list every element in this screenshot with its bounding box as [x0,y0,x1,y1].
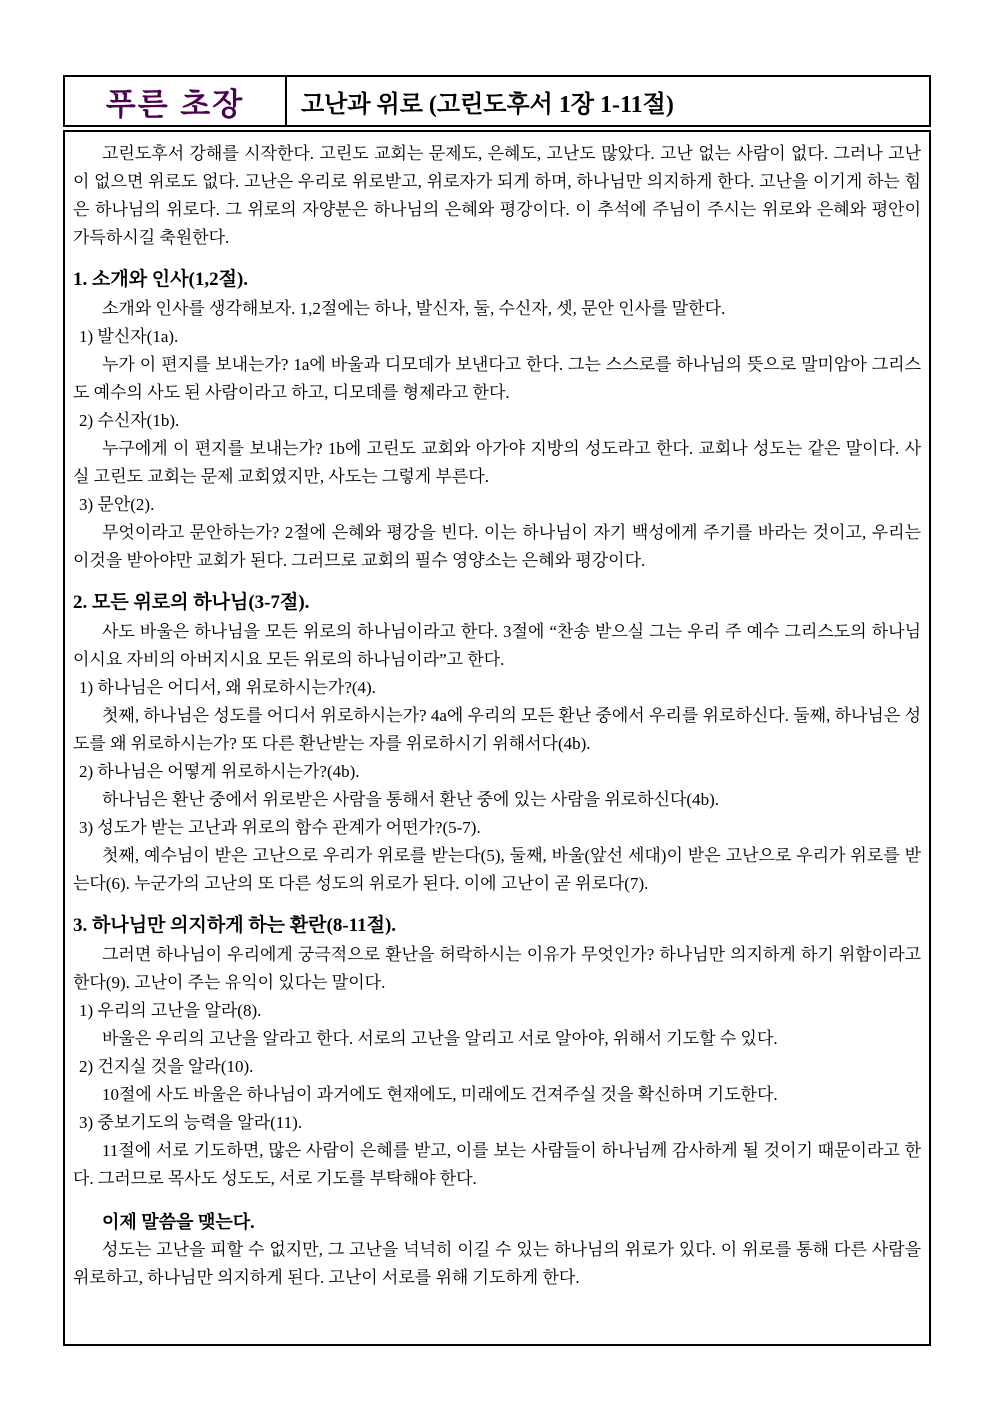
subpoint-heading: 1) 발신자(1a). [79,327,179,346]
body-paragraph: 그러면 하나님이 우리에게 궁극적으로 환난을 허락하시는 이유가 무엇인가? 하나님만 의지하게 하기 위함이라고 한다(9). 고난이 주는 유익이 있다는 말이다. [73,945,921,992]
subpoint-heading: 2) 건지실 것을 알라(10). [79,1057,254,1076]
body-paragraph: 10절에 사도 바울은 하나님이 과거에도 현재에도, 미래에도 건져주실 것을 확신하며 기도한다. [102,1085,778,1104]
section-heading: 2. 모든 위로의 하나님(3-7절). [73,592,310,613]
brand-cell [65,77,287,125]
subpoint-heading: 2) 수신자(1b). [79,411,180,430]
document-sheet [63,75,931,1346]
intro-paragraph: 고린도후서 강해를 시작한다. 고린도 교회는 문제도, 은혜도, 고난도 많았다. 고난 없는 사람이 없다. 그러나 고난이 없으면 위로도 없다. 고난은 우리로 위로받고, 위로자가 되게 하며, 하나님만 의지하게 한다. 고난을 이기게 하는 힘은 하나님의 위로다. 그 위로의 자양분은 하나님의 은혜와 평강이다. 이 추석에 주님이 주시는 위로와 은혜와 평안이 가득하시길 축원한다. [73,144,921,247]
document-body [63,130,931,1346]
body-paragraph: 첫째, 하나님은 성도를 어디서 위로하시는가? 4a에 우리의 모든 환난 중에서 우리를 위로하신다. 둘째, 하나님은 성도를 왜 위로하시는가? 또 다른 환난받는 자를 위로하시기 위해서다(4b). [73,706,921,753]
closing-paragraph: 성도는 고난을 피할 수 없지만, 그 고난을 넉넉히 이길 수 있는 하나님의 위로가 있다. 이 위로를 통해 다른 사람을 위로하고, 하나님만 의지하게 된다. 고난이 서로를 위해 기도하게 한다. [73,1240,921,1287]
body-paragraph: 누구에게 이 편지를 보내는가? 1b에 고린도 교회와 아가야 지방의 성도라고 한다. 교회나 성도는 같은 말이다. 사실 고린도 교회는 문제 교회였지만, 사도는 그렇게 부른다. [73,439,921,486]
section-heading: 3. 하나님만 의지하게 하는 환란(8-11절). [73,915,397,936]
masthead [63,75,931,127]
body-paragraph: 11절에 서로 기도하면, 많은 사람이 은혜를 받고, 이를 보는 사람들이 하나님께 감사하게 될 것이기 때문이라고 한다. 그러므로 목사도 성도도, 서로 기도를 부탁해야 한다. [73,1141,921,1188]
body-paragraph: 소개와 인사를 생각해보자. 1,2절에는 하나, 발신자, 둘, 수신자, 셋, 문안 인사를 말한다. [102,299,726,318]
body-paragraph: 바울은 우리의 고난을 알라고 한다. 서로의 고난을 알리고 서로 알아야, 위해서 기도할 수 있다. [102,1029,778,1048]
subpoint-heading: 1) 우리의 고난을 알라(8). [79,1001,262,1020]
title-cell [287,77,929,125]
sections [73,265,921,1193]
body-paragraph: 누가 이 편지를 보내는가? 1a에 바울과 디모데가 보낸다고 한다. 그는 스스로를 하나님의 뜻으로 말미암아 그리스도 예수의 사도 된 사람이라고 하고, 디모데를 형제라고 한다. [73,355,921,402]
body-paragraph: 사도 바울은 하나님을 모든 위로의 하나님이라고 한다. 3절에 “찬송 받으실 그는 우리 주 예수 그리스도의 하나님이시요 자비의 아버지시요 모든 위로의 하나님이라”고 한다. [73,622,921,669]
subpoint-heading: 2) 하나님은 어떻게 위로하시는가?(4b). [79,762,360,781]
body-paragraph: 첫째, 예수님이 받은 고난으로 우리가 위로를 받는다(5), 둘째, 바울(앞선 세대)이 받은 고난으로 우리가 위로를 받는다(6). 누군가의 고난의 또 다른 성도의 위로가 된다. 이에 고난이 곧 위로다(7). [73,846,921,893]
body-paragraph: 무엇이라고 문안하는가? 2절에 은혜와 평강을 빈다. 이는 하나님이 자기 백성에게 주기를 바라는 것이고, 우리는 이것을 받아야만 교회가 된다. 그러므로 교회의 필수 영양소는 은혜와 평강이다. [73,523,921,570]
brand-title: 푸른 초장 [105,86,245,122]
body-paragraph: 하나님은 환난 중에서 위로받은 사람을 통해서 환난 중에 있는 사람을 위로하신다(4b). [102,790,719,809]
subpoint-heading: 3) 문안(2). [79,495,155,514]
document-title: 고난과 위로 (고린도후서 1장 1-11절) [301,91,674,118]
closing-heading: 이제 말씀을 맺는다. [102,1212,255,1232]
subpoint-heading: 3) 성도가 받는 고난과 위로의 함수 관계가 어떤가?(5-7). [79,818,481,837]
subpoint-heading: 1) 하나님은 어디서, 왜 위로하시는가?(4). [79,678,376,697]
section-heading: 1. 소개와 인사(1,2절). [73,269,249,290]
subpoint-heading: 3) 중보기도의 능력을 알라(11). [79,1113,303,1132]
